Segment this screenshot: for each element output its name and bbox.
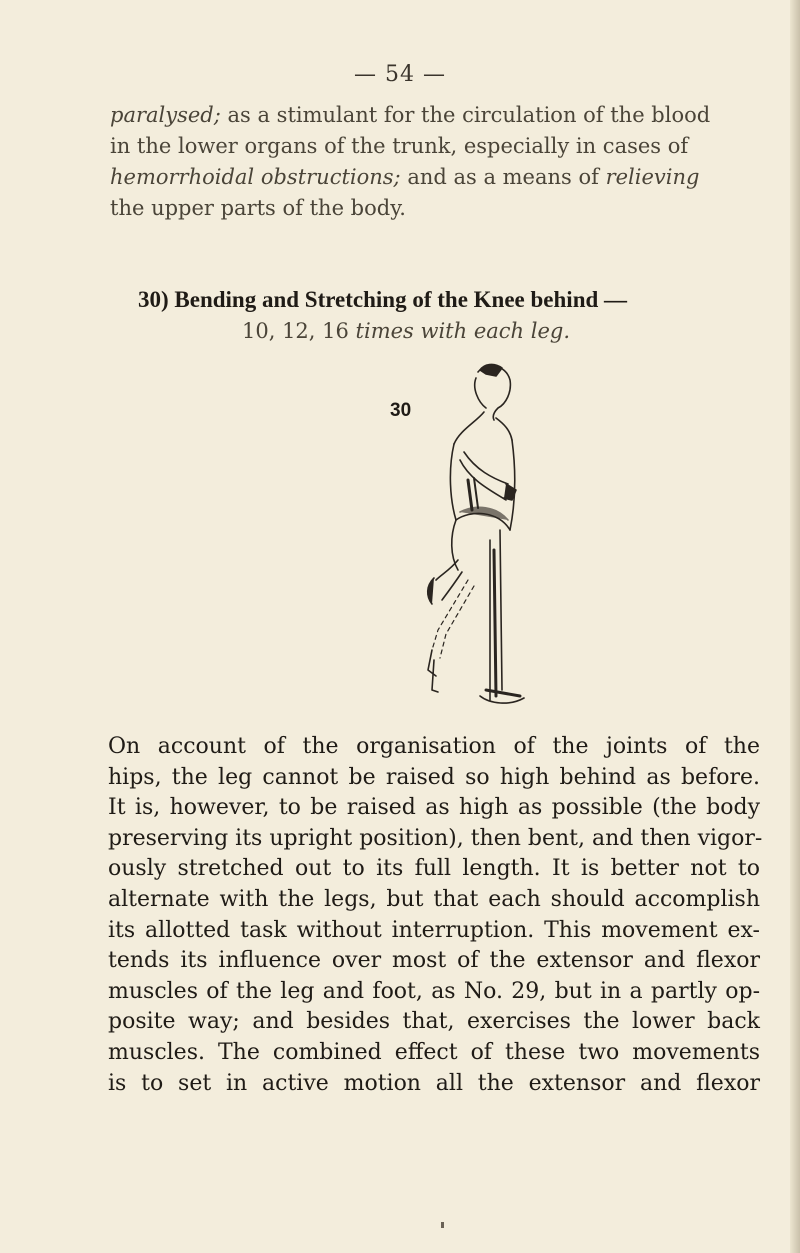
repetition-counts: 10, 12, 16 [242,319,356,343]
body-paragraph [108,732,763,1099]
text-line: muscles. The combined effect of these two movements [108,1039,760,1065]
text-line: in the lower organs of the trunk, especially in cases of [110,134,689,158]
section-subheading [242,316,742,346]
section-heading: 30) Bending and Stretching of the Knee behind — [138,287,628,312]
text-line: alternate with the legs, but that each should accomplish [108,886,760,912]
italic-term: hemorrhoidal obstructions; [110,165,401,189]
text-line: muscles of the leg and foot, as No. 29, but in a partly op- [108,978,760,1004]
text-line: posite way; and besides that, exercises the lower back [108,1009,760,1035]
text-line: hips, the leg cannot be raised so high behind as before. [108,764,760,790]
top-paragraph [110,100,750,224]
text-line: It is, however, to be raised as high as possible (the body [108,795,760,821]
italic-term: paralysed; [110,103,221,127]
figure-label: 30 [390,400,412,421]
italic-term: relieving [605,165,700,189]
text-line: ously stretched out to its full length. It is better not to [108,856,760,882]
text-line [110,162,750,193]
text-line [110,100,750,131]
text-line: preserving its upright position), then bent, and then vigor- [108,825,763,851]
print-mark [441,1222,444,1228]
text-span: and as a means of [400,165,606,189]
text-line: tends its influence over most of the extensor and flexor [108,948,760,974]
text-line: On account of the organisation of the joints of the [108,734,760,759]
text-span: as a stimulant for the circulation of the blood [220,103,711,127]
standing-figure-knee-bend-illustration [420,360,580,730]
repetition-note: times with each leg. [355,319,570,343]
text-line: the upper parts of the body. [110,196,406,220]
text-line: its allotted task without interruption. This movement ex- [108,917,760,943]
text-line: is to set in active motion all the extensor and flexor [108,1070,760,1096]
page-edge [790,0,800,1253]
page-number: — 54 — [354,62,446,87]
